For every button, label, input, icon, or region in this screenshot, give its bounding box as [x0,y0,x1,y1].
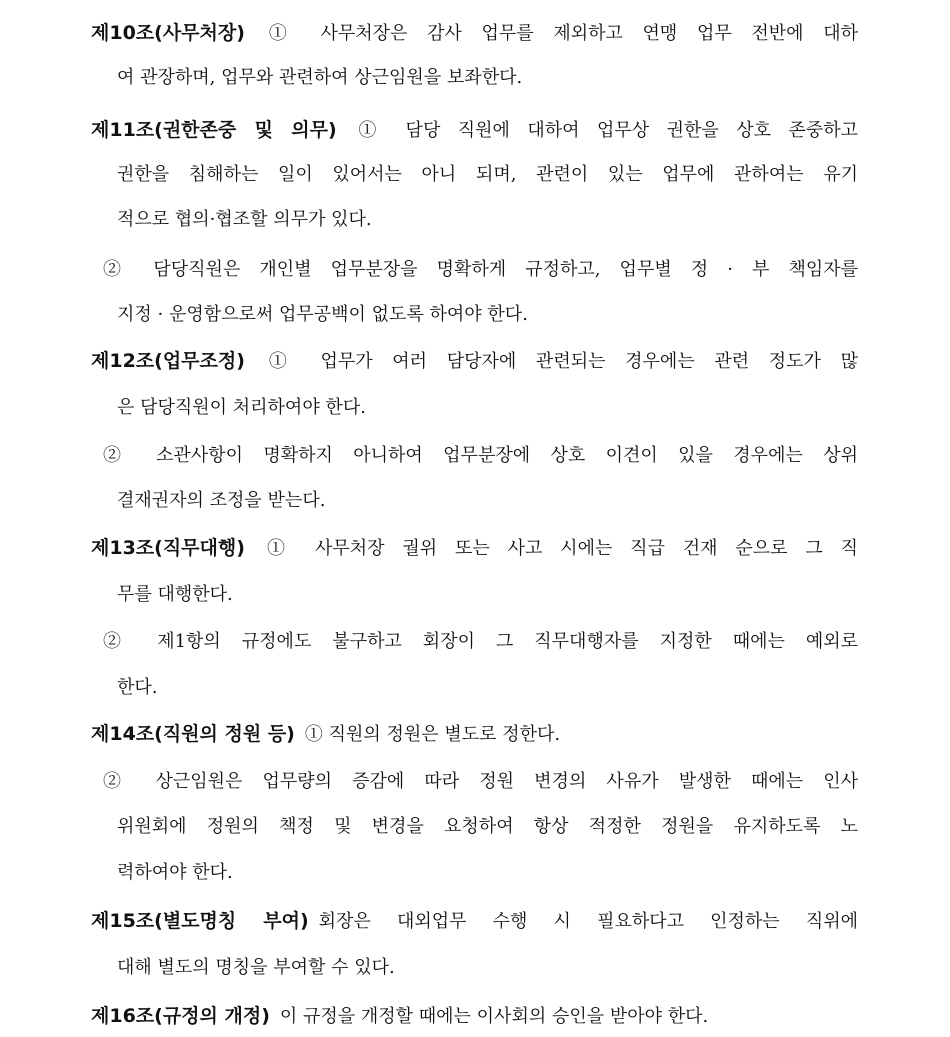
article-12-line-4 [0,484,858,518]
article-11-heading: 제11조(권한존중 및 의무) [91,119,337,141]
article-15-line-1 [0,904,858,938]
article-13-heading: 제13조(직무대행) [91,537,245,559]
article-10-line-1 [0,16,858,50]
article-13-text-3: ② 제1항의 규정에도 불구하고 회장이 그 직무대행자를 지정한 때에는 예외로 [103,631,858,652]
article-10-text-2: 여 관장하며, 업무와 관련하여 상근임원을 보좌한다. [117,67,523,88]
article-12-text-4: 결재권자의 조정을 받는다. [117,490,326,511]
article-11-line-3 [0,203,858,237]
article-16-line-1 [0,999,858,1033]
article-12-line-3 [0,439,858,473]
article-12-text-1: ① 업무가 여러 담당자에 관련되는 경우에는 관련 정도가 많 [254,351,858,372]
article-14-line-4 [0,856,858,890]
article-15-heading: 제15조(별도명칭 부여) [91,910,309,932]
article-13-text-4: 한다. [117,677,158,698]
article-15-text-1: 회장은 대외업무 수행 시 필요하다고 인정하는 직위에 [318,911,858,932]
article-13-line-4 [0,671,858,705]
article-14-line-3 [0,810,858,844]
article-13-line-1 [0,531,858,565]
article-13-line-2 [0,578,858,612]
article-14-text-4: 력하여야 한다. [117,862,233,883]
article-13-text-1: ① 사무처장 궐위 또는 사고 시에는 직급 건재 순으로 그 직 [254,538,858,559]
article-11-line-1 [0,113,858,147]
article-16-text-1: 이 규정을 개정할 때에는 이사회의 승인을 받아야 한다. [279,1006,709,1027]
article-13-text-2: 무를 대행한다. [117,584,233,605]
article-11-text-3: 적으로 협의·협조할 의무가 있다. [117,209,372,230]
article-11-text-5: 지정 · 운영함으로써 업무공백이 없도록 하여야 한다. [117,304,528,325]
article-14-text-2: ② 상근임원은 업무량의 증감에 따라 정원 변경의 사유가 발생한 때에는 인사 [103,771,858,792]
article-13-line-3 [0,625,858,659]
article-11-line-4 [0,253,858,287]
article-11-text-2: 권한을 침해하는 일이 있어서는 아니 되며, 관련이 있는 업무에 관하여는 유기 [117,164,858,185]
article-14-line-1 [0,717,858,751]
article-14-text-3: 위원회에 정원의 책정 및 변경을 요청하여 항상 적정한 정원을 유지하도록 노 [117,816,858,837]
article-12-heading: 제12조(업무조정) [91,350,245,372]
article-14-text-1: ① 직원의 정원은 별도로 정한다. [304,724,561,745]
article-11-line-5 [0,298,858,332]
article-12-line-1 [0,344,858,378]
article-12-text-3: ② 소관사항이 명확하지 아니하여 업무분장에 상호 이견이 있을 경우에는 상위 [103,445,858,466]
article-14-line-2 [0,765,858,799]
article-12-line-2 [0,391,858,425]
article-14-heading: 제14조(직원의 정원 등) [91,723,295,745]
article-10-line-2 [0,61,858,95]
article-11-text-1: ① 담당 직원에 대하여 업무상 권한을 상호 존중하고 [346,120,858,141]
article-11-text-4: ② 담당직원은 개인별 업무분장을 명확하게 규정하고, 업무별 정 · 부 책임자를 [103,259,858,280]
article-12-text-2: 은 담당직원이 처리하여야 한다. [117,397,366,418]
article-15-text-2: 대해 별도의 명칭을 부여할 수 있다. [117,957,395,978]
article-11-line-2 [0,158,858,192]
article-10-text-1: ① 사무처장은 감사 업무를 제외하고 연맹 업무 전반에 대하 [254,23,858,44]
article-15-line-2 [0,951,858,985]
article-10-heading: 제10조(사무처장) [91,22,245,44]
article-16-heading: 제16조(규정의 개정) [91,1005,270,1027]
